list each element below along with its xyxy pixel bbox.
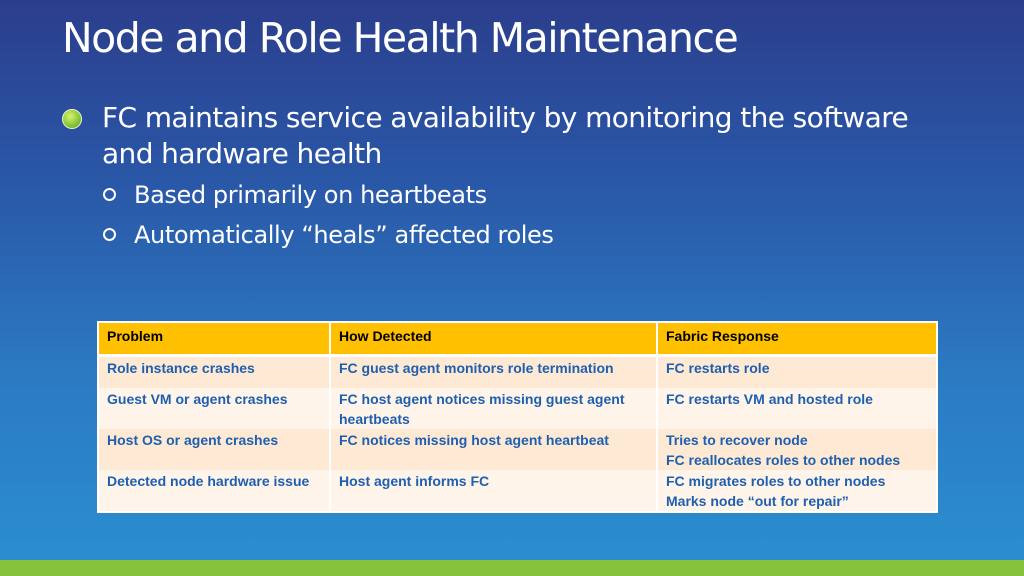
main-bullet (60, 100, 960, 172)
cell-response (657, 470, 937, 512)
response-line: FC reallocates roles to other nodes (666, 452, 901, 468)
cell-detected: Host agent informs FC (330, 470, 657, 512)
cell-detected: FC host agent notices missing guest agent heartbeats (330, 388, 657, 429)
main-bullet-text: FC maintains service availability by monitoring the software and hardware health (102, 101, 909, 170)
slide-title: Node and Role Health Maintenance (62, 14, 738, 62)
table-row (98, 470, 937, 512)
sub-bullet-text: Based primarily on heartbeats (134, 181, 487, 209)
table-header-row (98, 322, 937, 356)
cell-problem: Role instance crashes (98, 356, 330, 389)
response-line: Marks node “out for repair” (666, 493, 849, 509)
sub-bullet (60, 180, 960, 210)
green-bullet-icon (62, 109, 82, 129)
health-table (97, 321, 938, 513)
cell-response (657, 429, 937, 470)
response-line: FC migrates roles to other nodes (666, 473, 886, 489)
header-problem: Problem (98, 322, 330, 356)
table-row (98, 429, 937, 470)
header-how-detected: How Detected (330, 322, 657, 356)
response-line: FC restarts role (666, 360, 770, 376)
cell-response (657, 356, 937, 389)
circle-bullet-icon (103, 188, 116, 201)
cell-detected: FC notices missing host agent heartbeat (330, 429, 657, 470)
cell-problem: Detected node hardware issue (98, 470, 330, 512)
sub-bullet (60, 220, 960, 250)
header-fabric-response: Fabric Response (657, 322, 937, 356)
cell-detected: FC guest agent monitors role termination (330, 356, 657, 389)
sub-bullet-text: Automatically “heals” affected roles (134, 221, 554, 249)
bottom-accent-bar (0, 560, 1024, 576)
cell-problem: Guest VM or agent crashes (98, 388, 330, 429)
cell-response (657, 388, 937, 429)
table-row (98, 356, 937, 389)
response-line: Tries to recover node (666, 432, 808, 448)
table-row (98, 388, 937, 429)
response-line: FC restarts VM and hosted role (666, 391, 873, 407)
circle-bullet-icon (103, 228, 116, 241)
bullet-list (60, 100, 960, 250)
cell-problem: Host OS or agent crashes (98, 429, 330, 470)
